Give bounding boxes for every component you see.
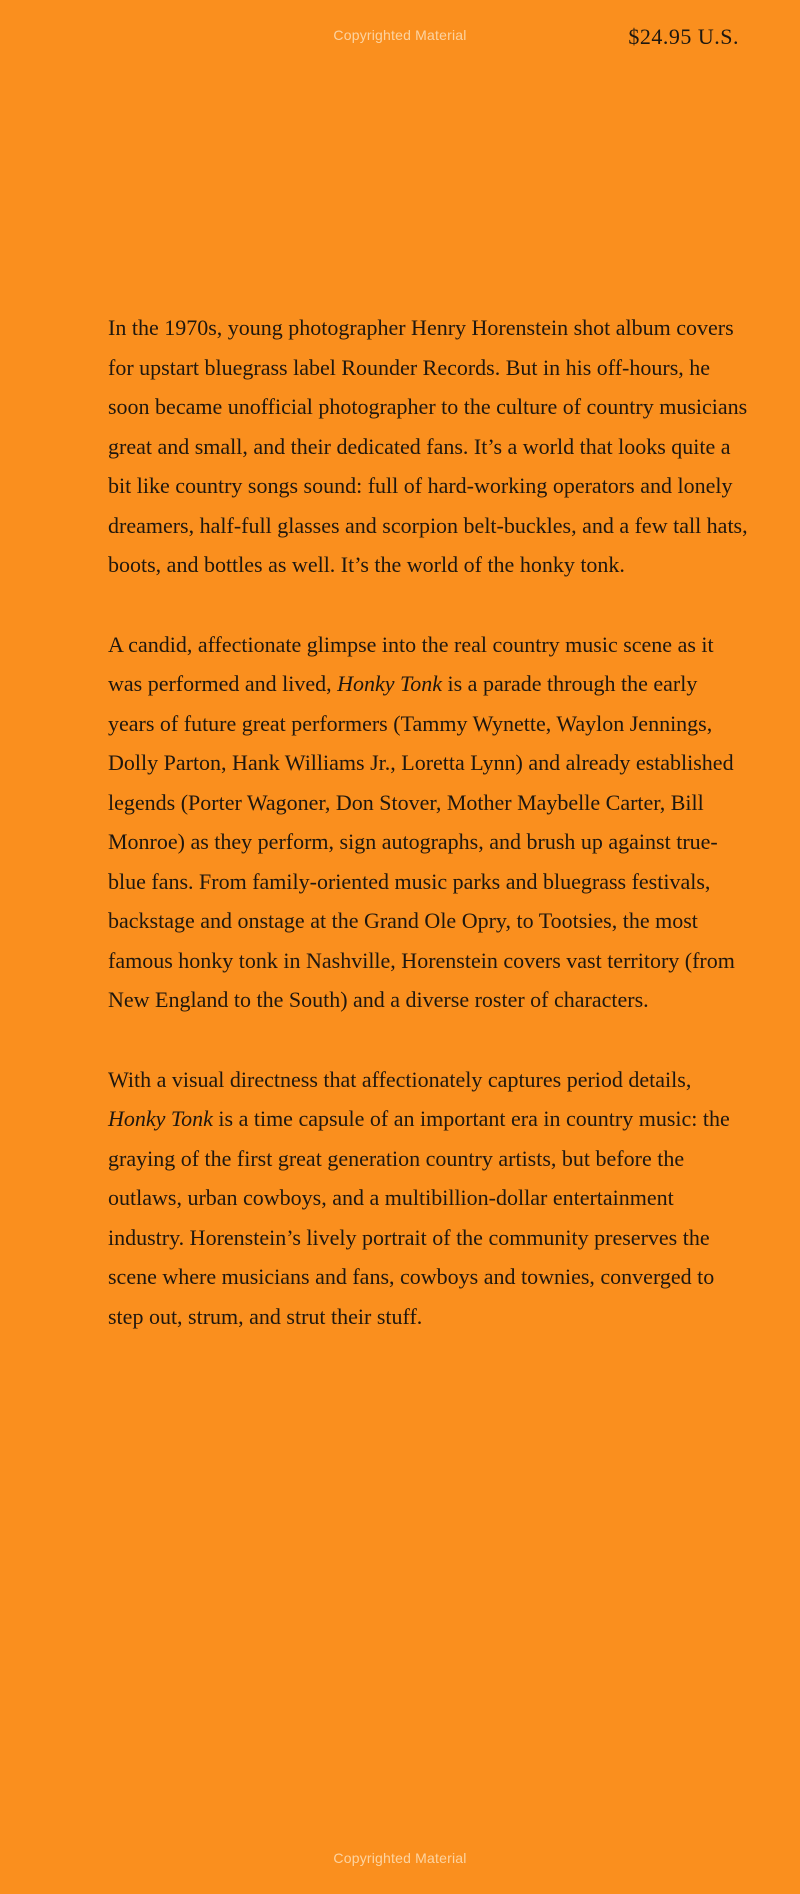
copyright-watermark-top: Copyrighted Material xyxy=(333,27,467,43)
book-title-italic: Honky Tonk xyxy=(108,1106,213,1131)
book-title-italic: Honky Tonk xyxy=(337,671,442,696)
cover-blurb xyxy=(108,308,748,1376)
text-segment: A candid, affectionate glimpse into the real country music scene as it was performed and lived, xyxy=(108,631,714,696)
text-segment: is a time capsule of an important era in country music: the graying of the first great generation country artists, but before the outlaws, urban cowboys, and a multibillion-dollar entertainment industry. Horenstein’s lively portrait of the community preserves the scene where musicians and fans, cowboys and townies, converged to step out, strum, and strut their stuff. xyxy=(108,1106,730,1329)
text-segment: is a parade through the early years of future great performers (Tammy Wynette, Waylon Jennings, Dolly Parton, Hank Williams Jr., Loretta Lynn) and already established legends (Porter Wagoner, Don Stover, Mother Maybelle Carter, Bill Monroe) as they perform, sign autographs, and brush up against true-blue fans. From family-oriented music parks and bluegrass festivals, backstage and onstage at the Grand Ole Opry, to Tootsies, the most famous honky tonk in Nashville, Horenstein covers vast territory (from New England to the South) and a diverse roster of characters. xyxy=(108,671,735,1012)
blurb-paragraph-1 xyxy=(108,308,748,585)
text-segment: With a visual directness that affectionately captures period details, xyxy=(108,1066,692,1092)
copyright-watermark-bottom: Copyrighted Material xyxy=(333,1850,467,1866)
text-segment: In the 1970s, young photographer Henry Horenstein shot album covers for upstart bluegrass label Rounder Records. But in his off-hours, he soon became unofficial photographer to the culture of country musicians great and small, and their dedicated fans. It’s a world that looks quite a bit like country songs sound: full of hard-working operators and lonely dreamers, half-full glasses and scorpion belt-buckles, and a few tall hats, boots, and bottles as well. It’s the world of the honky tonk. xyxy=(108,315,748,577)
blurb-paragraph-2 xyxy=(108,625,748,1020)
price-label: $24.95 U.S. xyxy=(628,24,739,49)
blurb-paragraph-3 xyxy=(108,1060,748,1337)
